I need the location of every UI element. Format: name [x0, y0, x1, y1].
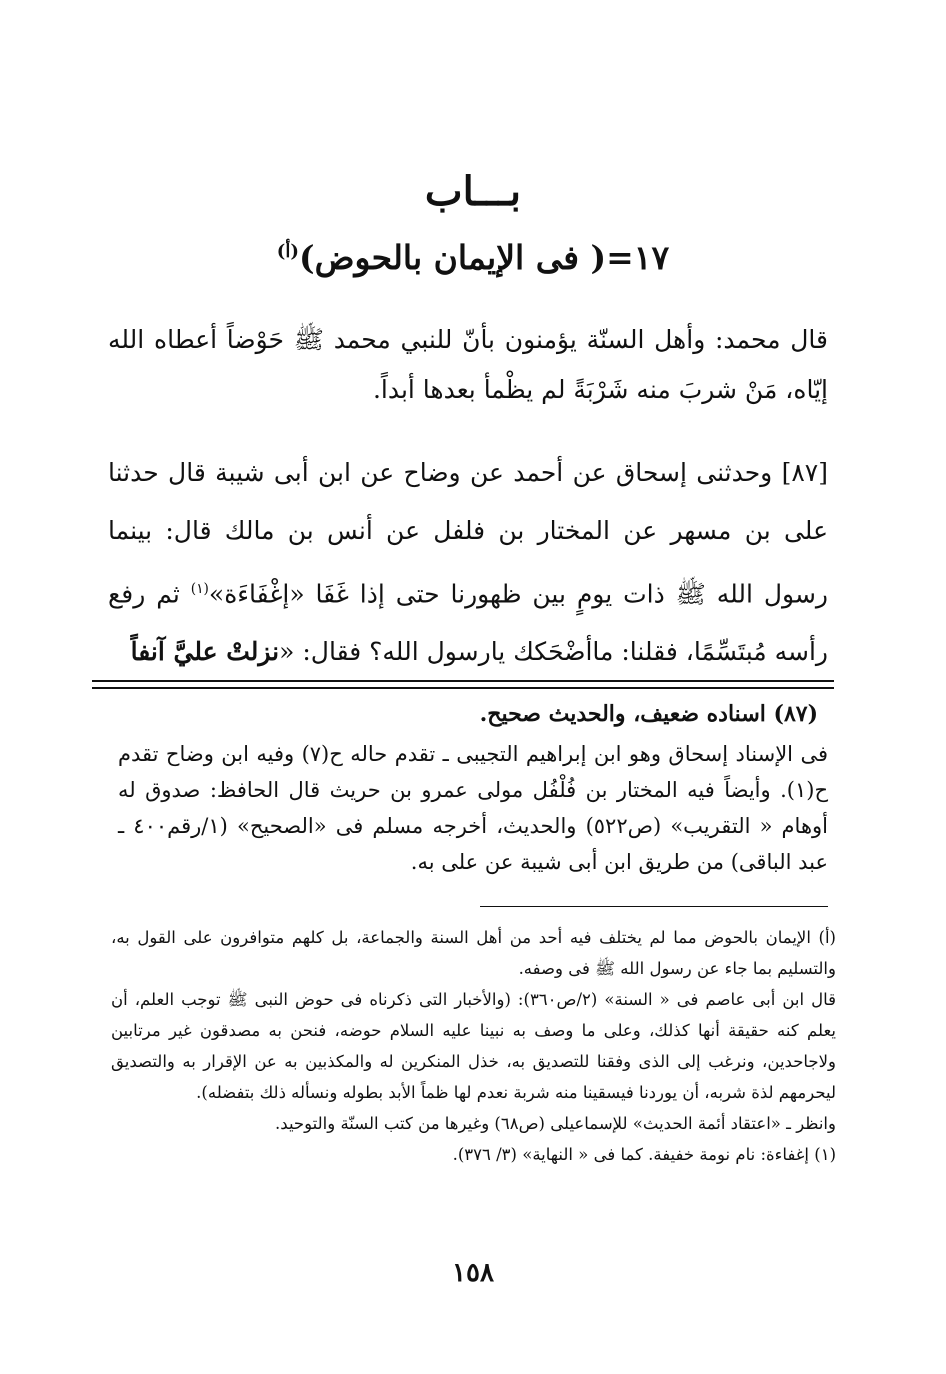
hadith-text-part2: ثم رفع رأسه مُبتَسِّمًا، فقلنا: ماأضْحَكك يارسول الله؟ فقال: « — [108, 579, 828, 667]
main-text-divider — [92, 680, 834, 689]
hadith-paragraph — [108, 444, 828, 681]
intro-paragraph: قال محمد: وأهل السنّة يؤمنون بأنّ للنبي محمد ﷺ حَوْضاً أعطاه الله إيّاه، مَنْ شربَ منه شَرْبَةً لم يظْمأ بعدها أبداً. — [108, 325, 828, 404]
page-number: ١٥٨ — [452, 1258, 494, 1288]
footnote-divider — [480, 906, 828, 907]
hadith-bold-tail: نزلتْ عليَّ آنفاً — [130, 637, 280, 667]
takhrij-body: فى الإسناد إسحاق وهو ابن إبراهيم التجيبى ـ تقدم حاله ح(٧) وفيه ابن وضاح تقدم ح(١). وأيضاً فيه المختار بن فُلْفُل مولى عمرو بن حريث قال الحافظ: صدوق له أوهام « التقريب» (ص٥٢٢) والحديث، أخرجه مسلم فى «الصحيح» (١/رقم٤٠٠ ـ عبد الباقى) من طريق ابن أبى شيبة عن على به. — [118, 742, 829, 874]
takhrij-heading: (٨٧) اسناده ضعيف، والحديث صحيح. — [479, 701, 818, 727]
footnotes — [111, 922, 836, 1170]
section-title — [0, 238, 946, 277]
section-number: ١٧ — [633, 238, 670, 277]
footnote-a-ref: وانظر ـ «اعتقاد أئمة الحديث» للإسماعيلى (ص٦٨) وغيرها من كتب السنّة والتوحيد. — [275, 1114, 836, 1133]
chapter-title: بـــاب — [424, 168, 522, 215]
footnote-a: (أ) الإيمان بالحوض مما لم يختلف فيه أحد من أهل السنة والجماعة، بل كلهم متوافرون على القول به، والتسليم بما جاء عن رسول الله ﷺ فى وصفه. — [111, 928, 836, 978]
footnote-1: (١) إغفاءة: نام نومة خفيفة. كما فى « النهاية» (٣/ ٣٧٦). — [452, 1145, 836, 1164]
section-title-text: =( فى الإيمان بالحوض) — [299, 238, 634, 277]
footnote-a-quote: قال ابن أبى عاصم فى « السنة» (٢/ص٣٦٠): (والأخبار التى ذكرناه فى حوض النبى ﷺ توجب العلم، أن يعلم كنه حقيقة أنها كذلك، وعلى ما وصف به نبينا عليه السلام حوضه، فنحن به مصدقون غير مرتابين ولاجاحدين، ونرغب إلى الذى وفقنا للتصديق به، خذل المنكرين له والمكذبين به عن الإقرار به والتصديق ليحرمهم لذة شربه، أن يوردنا فيسقينا منه شربة نعدم لها ظماً الأبد بطوله ونسأله ذلك بتفضله). — [111, 990, 837, 1102]
section-footnote-mark: (أ) — [276, 241, 300, 262]
hadith-text-part1: وحدثنى إسحاق عن أحمد عن وضاح عن ابن أبى شيبة قال حدثنا على بن مسهر عن المختار بن فلفل عن أنس بن مالك قال: بينما رسول الله ﷺ ذات يومٍ بين ظهورنا حتى إذا غَفَا «إغْفَاءَة» — [108, 458, 828, 609]
hadith-footnote-mark: (١) — [190, 581, 209, 597]
hadith-number: [٨٧] — [781, 458, 828, 487]
